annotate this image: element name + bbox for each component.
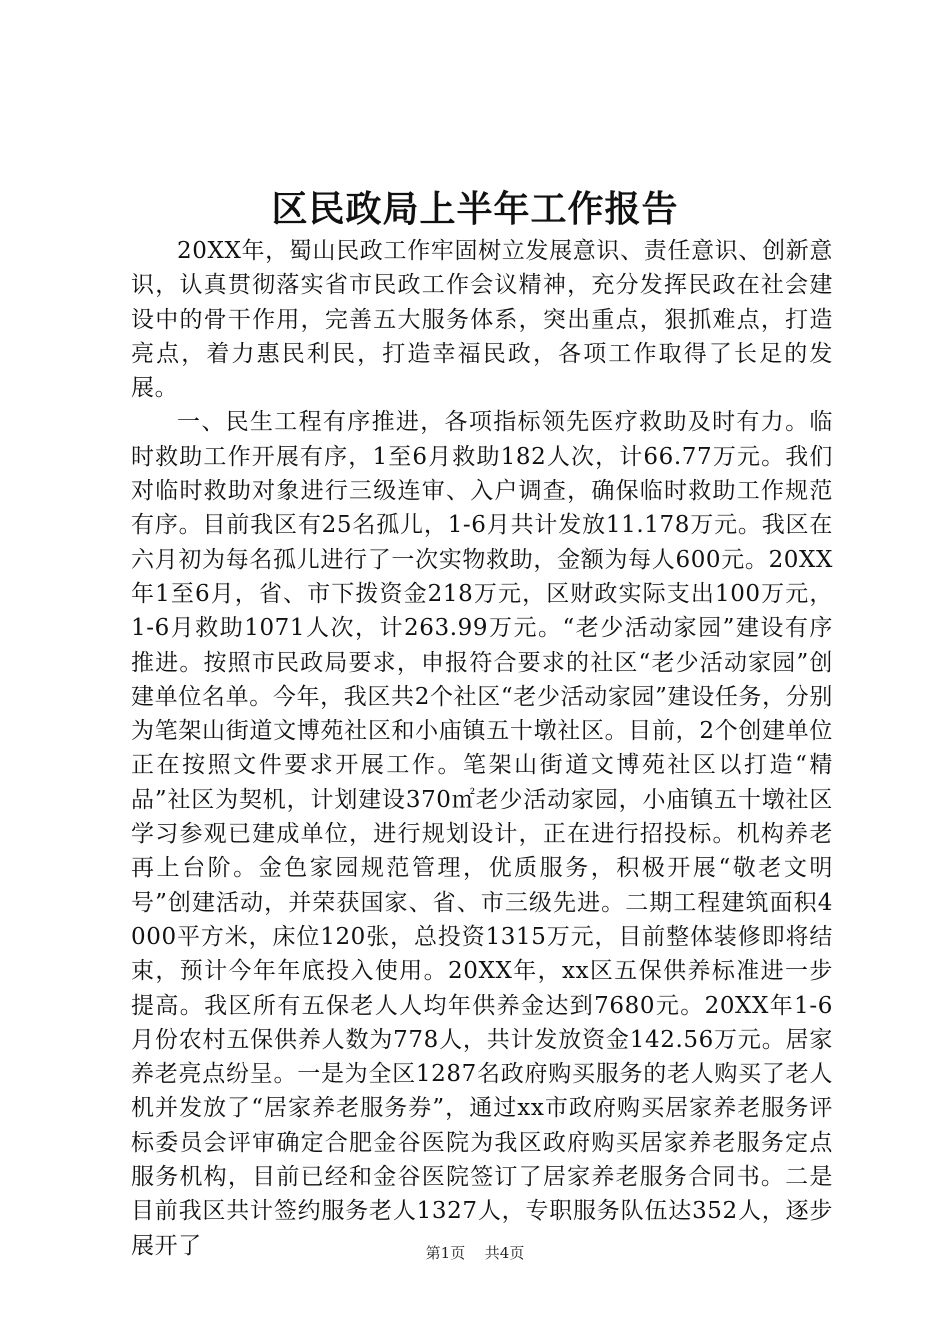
page-number: 第1页 [425,1244,466,1262]
page-total: 共4页 [484,1244,525,1262]
document-title: 区民政局上半年工作报告 [271,188,679,230]
paragraph-section-one: 一、民生工程有序推进，各项指标领先医疗救助及时有力。临时救助工作开展有序，1至6月救助182人次，计66.77万元。我们对临时救助对象进行三级连审、入户调查，确保临时救助工作规范有序。目前我区有25名孤儿，1-6月共计发放11.178万元。我区在六月初为每名孤儿进行了一次实物救助，金额为每人600元。20XX年1至6月，省、市下拨资金218万元，区财政实际支出100万元，1-6月救助1071人次，计263.99万元。“老少活动家园”建设有序推进。按照市民政局要求，申报符合要求的社区“老少活动家园”创建单位名单。今年，我区共2个社区“老少活动家园”建设任务，分别为笔架山街道文博苑社区和小庙镇五十墩社区。目前，2个创建单位正在按照文件要求开展工作。笔架山街道文博苑社区以打造“精品”社区为契机，计划建设370㎡老少活动家园，小庙镇五十墩社区学习参观已建成单位，进行规划设计，正在进行招投标。机构养老再上台阶。金色家园规范管理，优质服务，积极开展“敬老文明号”创建活动，并荣获国家、省、市三级先进。二期工程建筑面积4000平方米，床位120张，总投资1315万元，目前整体装修即将结束，预计今年年底投入使用。20XX年，xx区五保供养标准进一步提高。我区所有五保老人人均年供养金达到7680元。20XX年1-6月份农村五保供养人数为778人，共计发放资金142.56万元。居家养老亮点纷呈。一是为全区1287名政府购买服务的老人购买了老人机并发放了“居家养老服务券”，通过xx市政府购买居家养老服务评标委员会评审确定合肥金谷医院为我区政府购买居家养老服务定点服务机构，目前已经和金谷医院签订了居家养老服务合同书。二是目前我区共计签约服务老人1327人，专职服务队伍达352人，逐步展开了 [131,409,833,1259]
page-footer [0,1243,950,1263]
paragraph-intro: 20XX年，蜀山民政工作牢固树立发展意识、责任意识、创新意识，认真贯彻落实省市民政工作会议精神，充分发挥民政在社会建设中的骨干作用，完善五大服务体系，突出重点，狠抓难点，打造亮点，着力惠民利民，打造幸福民政，各项工作取得了长足的发展。 [131,238,833,402]
document-body [131,234,833,1263]
